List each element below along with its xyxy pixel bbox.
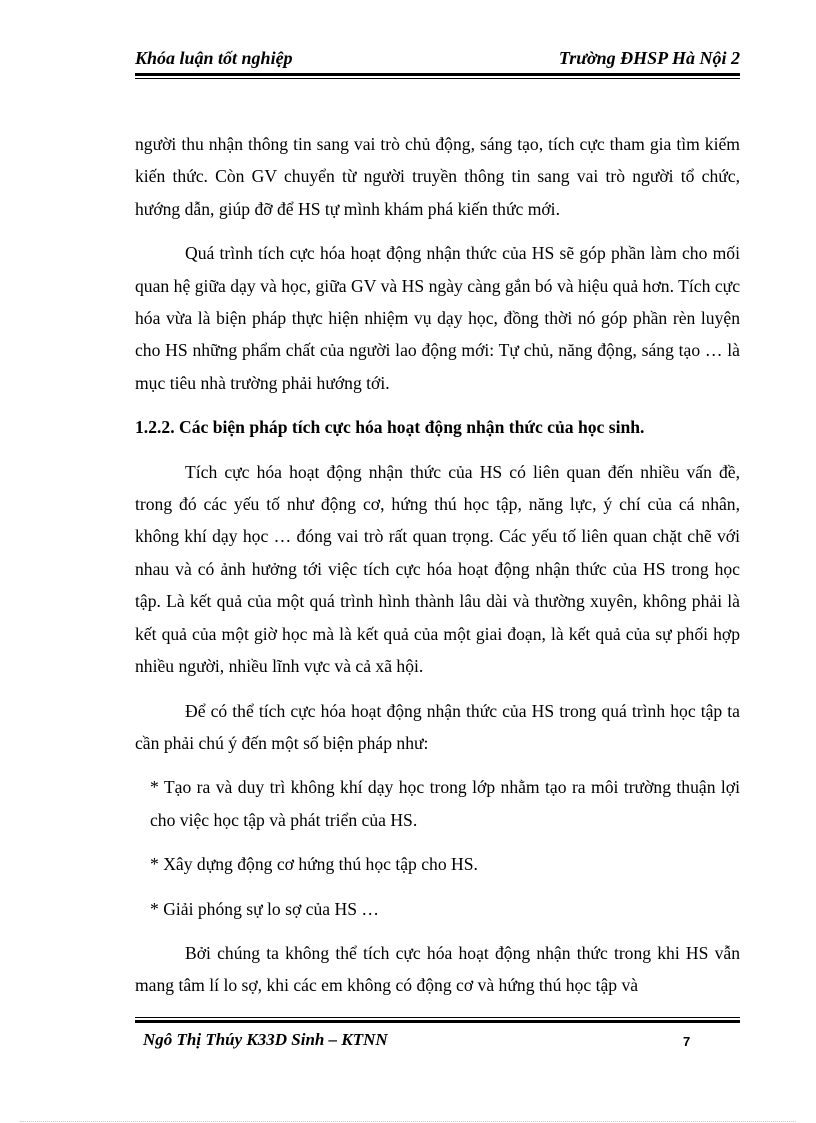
section-heading: 1.2.2. Các biện pháp tích cực hóa hoạt động nhận thức của học sinh. bbox=[135, 417, 645, 438]
page-number: 7 bbox=[683, 1034, 691, 1049]
bullet-item: * Tạo ra và duy trì không khí dạy học trong lớp nhằm tạo ra môi trường thuận lợi cho việc học tập và phát triển của HS. bbox=[150, 777, 740, 830]
header-rule-thick bbox=[135, 73, 740, 76]
header-rule-thin bbox=[135, 78, 740, 79]
paragraph: Bởi chúng ta không thể tích cực hóa hoạt động nhận thức trong khi HS vẫn mang tâm lí lo sợ, khi các em không có động cơ và hứng thú học tập và bbox=[135, 942, 740, 996]
page-bottom-divider bbox=[20, 1121, 796, 1122]
page-header bbox=[135, 46, 740, 74]
page-body bbox=[135, 128, 740, 1002]
footer-rule-thick bbox=[135, 1020, 740, 1023]
bullet-item: * Giải phóng sự lo sợ của HS … bbox=[150, 898, 379, 919]
footer-author: Ngô Thị Thúy K33D Sinh – KTNN bbox=[143, 1030, 388, 1049]
paragraph: người thu nhận thông tin sang vai trò chủ động, sáng tạo, tích cực tham gia tìm kiếm kiến thức. Còn GV chuyển từ người truyền thông tin sang vai trò người tổ chức, hướng dẫn, giúp đỡ để HS tự mình khám phá kiến thức mới. bbox=[135, 134, 740, 219]
paragraph: Tích cực hóa hoạt động nhận thức của HS có liên quan đến nhiều vấn đề, trong đó các yếu tố như động cơ, hứng thú học tập, năng lực, ý chí của cá nhân, không khí dạy học … đóng vai trò rất quan trọng. Các yếu tố liên quan chặt chẽ với nhau và có ảnh hưởng tới việc tích cực hóa hoạt động nhận thức của HS trong học tập. Là kết quả của một quá trình hình thành lâu dài và thường xuyên, không phải là kết quả của một giờ học mà là kết quả của một giai đoạn, là kết quả của sự phối hợp nhiều người, nhiều lĩnh vực và cả xã hội. bbox=[135, 461, 740, 677]
paragraph: Để có thể tích cực hóa hoạt động nhận thức của HS trong quá trình học tập ta cần phải chú ý đến một số biện pháp như: bbox=[135, 700, 740, 753]
footer-rule-thin bbox=[135, 1017, 740, 1018]
bullet-item: * Xây dựng động cơ hứng thú học tập cho HS. bbox=[150, 854, 478, 875]
header-university: Trường ĐHSP Hà Nội 2 bbox=[558, 48, 740, 68]
paragraph: Quá trình tích cực hóa hoạt động nhận thức của HS sẽ góp phần làm cho mối quan hệ giữa dạy và học, giữa GV và HS ngày càng gắn bó và hiệu quả hơn. Tích cực hóa vừa là biện pháp thực hiện nhiệm vụ dạy học, đồng thời nó góp phần rèn luyện cho HS những phẩm chất của người lao động mới: Tự chủ, năng động, sáng tạo … là mục tiêu nhà trường phải hướng tới. bbox=[135, 243, 740, 393]
header-thesis-title: Khóa luận tốt nghiệp bbox=[135, 48, 293, 68]
